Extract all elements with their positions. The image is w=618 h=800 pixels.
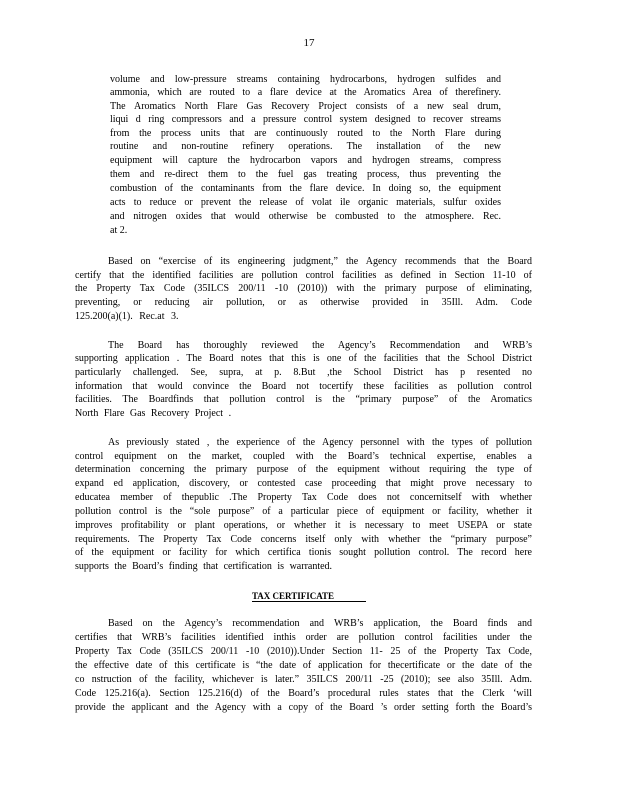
- quote-line: liqui d ring compressors and a pressure control system designed to recover streams: [110, 114, 501, 125]
- paragraph-line: 125.200(a)(1). Rec.at 3.: [75, 311, 179, 322]
- quote-line: The Aromatics North Flare Gas Recovery Project consists of a new seal drum,: [110, 101, 501, 112]
- paragraph-line: supporting application . The Board notes that this is one of the facilities that the School District: [75, 353, 532, 364]
- quote-line: and nitrogen oxides that would otherwise be combusted to the atmosphere. Rec.: [110, 211, 501, 222]
- quote-line: them and re-direct them to the fuel gas treating process, thus preventing the: [110, 169, 501, 180]
- paragraph-line: expand ed application, discovery, or contested case proceeding that might prove necessary to: [75, 478, 532, 489]
- quote-line: from the process units that are continuously routed to the North Flare during: [110, 128, 501, 139]
- paragraph-line: Based on the Agency’s recommendation and WRB’s application, the Board finds and: [108, 618, 532, 629]
- paragraph-line: Property Tax Code (35ILCS 200/11 -10 (2010)).Under Section 11- 25 of the Property Tax Code,: [75, 646, 532, 657]
- paragraph-line: co nstruction of the facility, whichever is later.” 35ILCS 200/11 -25 (2010); see also 35Ill. Adm.: [75, 674, 532, 685]
- quote-line: volume and low-pressure streams containing hydrocarbons, hydrogen sulfides and: [110, 74, 501, 85]
- quote-line: at 2.: [110, 225, 128, 236]
- paragraph-line: determination concerning the primary purpose of the equipment without requiring the type of: [75, 464, 532, 475]
- paragraph-line: preventing, or reducing air pollution, or as otherwise provided in 35Ill. Adm. Code: [75, 297, 532, 308]
- quote-line: routine and non-routine refinery operations. The installation of the new: [110, 141, 501, 152]
- paragraph-line: requirements. The Property Tax Code concerns itself only with whether the “primary purpose”: [75, 534, 532, 545]
- paragraph-line: control equipment on the market, coupled with the Board’s technical expertise, enables a: [75, 451, 532, 462]
- paragraph-line: information that would convince the Board not tocertify these facilities as pollution control: [75, 381, 532, 392]
- paragraph-line: pollution control is the “sole purpose” of a particular piece of equipment or facility, whether it: [75, 506, 532, 517]
- paragraph-line: Code 125.216(a). Section 125.216(d) of the Board’s procedural rules states that the Clerk ‘will: [75, 688, 532, 699]
- paragraph-line: As previously stated , the experience of the Agency personnel with the types of pollution: [108, 437, 532, 448]
- paragraph-line: of the equipment or facility for which certifica tionis sought pollution control. The record here: [75, 547, 532, 558]
- paragraph-line: certifies that WRB’s facilities identified inthis order are pollution control facilities under the: [75, 632, 532, 643]
- quote-line: ammonia, which are routed to a flare device at the Aromatics Area of therefinery.: [110, 87, 501, 98]
- paragraph-line: educatea member of thepublic .The Property Tax Code does not concernitself with whether: [75, 492, 532, 503]
- paragraph-line: particularly challenged. See, supra, at p. 8.But ,the School District has p resented no: [75, 367, 532, 378]
- paragraph-line: The Board has thoroughly reviewed the Agency’s Recommendation and WRB’s: [108, 340, 532, 351]
- paragraph-line: North Flare Gas Recovery Project .: [75, 408, 232, 419]
- paragraph-line: Based on “exercise of its engineering judgment,” the Agency recommends that the Board: [108, 256, 532, 267]
- quote-line: acts to reduce or prevent the release of volat ile organic materials, sulfur oxides: [110, 197, 501, 208]
- section-heading-text: TAX CERTIFICATE: [252, 591, 366, 602]
- section-heading: [0, 590, 618, 603]
- paragraph-line: provide the applicant and the Agency with a copy of the Board ’s order setting forth the Board’s: [75, 702, 532, 713]
- paragraph-line: facilities. The Boardfinds that pollution control is the “primary purpose” of the Aromatics: [75, 394, 532, 405]
- paragraph-line: certify that the identified facilities are pollution control facilities as defined in Section 11-10 of: [75, 270, 532, 281]
- paragraph-line: improves profitability or plant operations, or whether it is necessary to meet USEPA or state: [75, 520, 532, 531]
- quote-line: equipment will capture the hydrocarbon vapors and hydrogen streams, compress: [110, 155, 501, 166]
- page-number: 17: [303, 37, 315, 49]
- paragraph-line: the Property Tax Code (35ILCS 200/11 -10 (2010)) with the primary purpose of eliminating,: [75, 283, 532, 294]
- paragraph-line: supports the Board’s finding that certification is warranted.: [75, 561, 333, 572]
- paragraph-line: the effective date of this certificate is “the date of application for thecertificate or the date of the: [75, 660, 532, 671]
- quote-line: combustion of the contaminants from the flare device. In doing so, the equipment: [110, 183, 501, 194]
